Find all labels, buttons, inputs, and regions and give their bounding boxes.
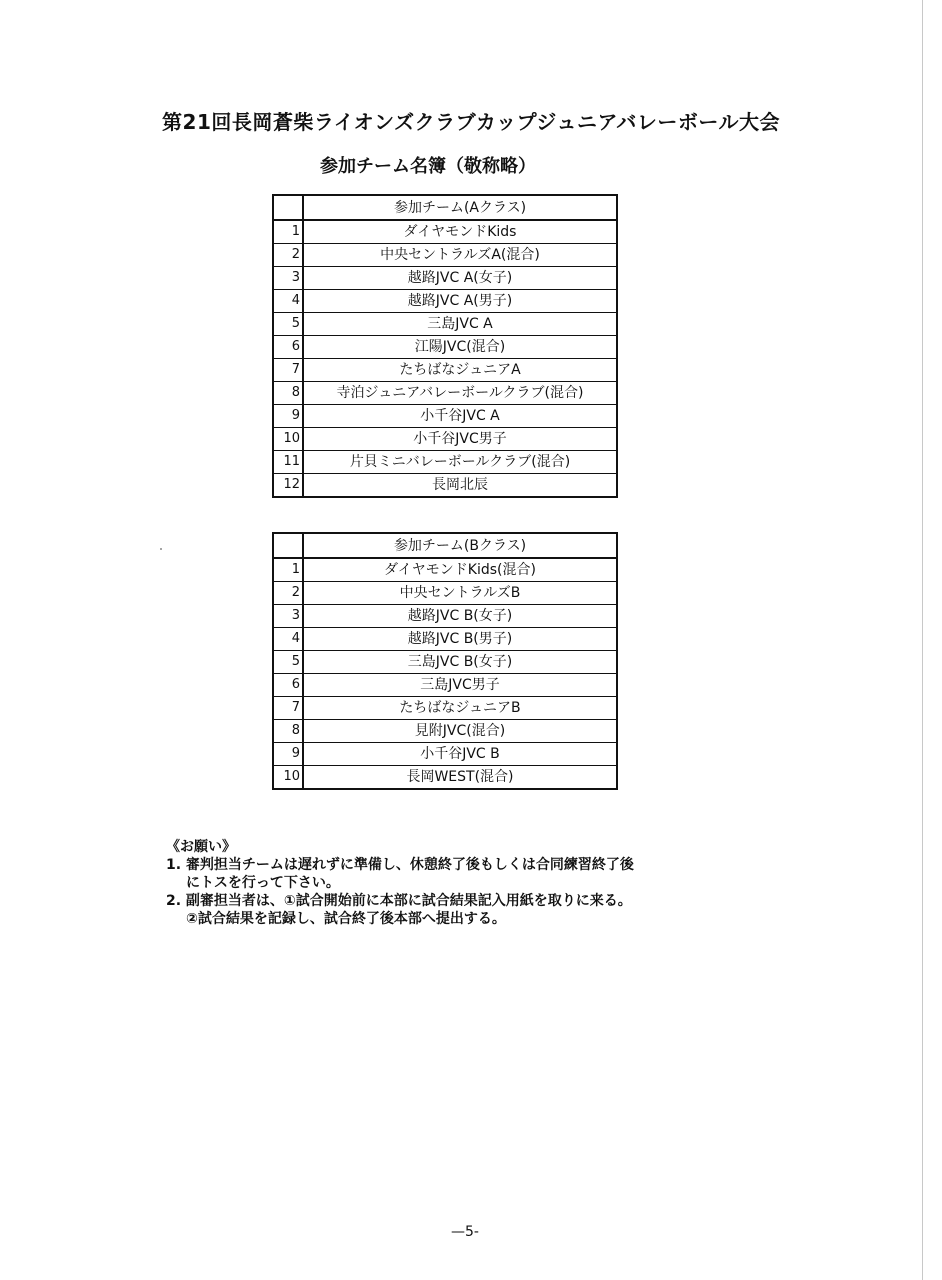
team-row xyxy=(273,244,617,267)
team-name: 越路JVC B(男子) xyxy=(303,628,617,651)
team-row xyxy=(273,605,617,628)
note-line: にトスを行って下さい。 xyxy=(186,875,340,891)
team-row xyxy=(273,428,617,451)
team-name: 三島JVC B(女子) xyxy=(303,651,617,674)
team-number: 3 xyxy=(273,605,303,628)
document-title: 第21回長岡蒼柴ライオンズクラブカップジュニアバレーボール大会 xyxy=(162,110,780,134)
team-number: 2 xyxy=(273,582,303,605)
team-name: 三島JVC A xyxy=(303,313,617,336)
team-name: 三島JVC男子 xyxy=(303,674,617,697)
team-number: 10 xyxy=(273,766,303,790)
team-name: 江陽JVC(混合) xyxy=(303,336,617,359)
team-number: 1 xyxy=(273,220,303,244)
team-number: 6 xyxy=(273,674,303,697)
header-number-cell xyxy=(273,533,303,558)
team-number: 6 xyxy=(273,336,303,359)
team-row xyxy=(273,359,617,382)
team-row xyxy=(273,267,617,290)
team-row xyxy=(273,674,617,697)
team-name: 越路JVC A(女子) xyxy=(303,267,617,290)
notes-heading: 《お願い》 xyxy=(166,839,236,855)
team-name: 小千谷JVC B xyxy=(303,743,617,766)
team-name: 寺泊ジュニアバレーボールクラブ(混合) xyxy=(303,382,617,405)
header-label: 参加チーム(Bクラス) xyxy=(303,533,617,558)
team-number: 4 xyxy=(273,290,303,313)
note-line: 1. 審判担当チームは遅れずに準備し、休憩終了後もしくは合同練習終了後 xyxy=(166,857,634,873)
team-name: 長岡北辰 xyxy=(303,474,617,498)
page-number: —5- xyxy=(451,1224,479,1240)
team-name: ダイヤモンドKids(混合) xyxy=(303,558,617,582)
team-number: 8 xyxy=(273,382,303,405)
header-number-cell xyxy=(273,195,303,220)
team-name: 中央セントラルズB xyxy=(303,582,617,605)
team-name: たちばなジュニアB xyxy=(303,697,617,720)
table-header-row xyxy=(273,195,617,220)
team-row xyxy=(273,220,617,244)
class-a-team-table xyxy=(272,194,618,498)
team-number: 12 xyxy=(273,474,303,498)
team-row xyxy=(273,336,617,359)
document-subtitle: 参加チーム名簿（敬称略） xyxy=(320,156,536,177)
team-number: 4 xyxy=(273,628,303,651)
team-number: 5 xyxy=(273,651,303,674)
team-name: ダイヤモンドKids xyxy=(303,220,617,244)
team-row xyxy=(273,628,617,651)
team-number: 7 xyxy=(273,697,303,720)
team-number: 2 xyxy=(273,244,303,267)
team-row xyxy=(273,766,617,790)
team-number: 9 xyxy=(273,743,303,766)
team-row xyxy=(273,405,617,428)
team-number: 1 xyxy=(273,558,303,582)
scan-speck xyxy=(160,548,162,550)
team-name: 中央セントラルズA(混合) xyxy=(303,244,617,267)
page-edge-line xyxy=(922,0,923,1280)
team-number: 9 xyxy=(273,405,303,428)
note-line: ②試合結果を記録し、試合終了後本部へ提出する。 xyxy=(186,911,506,927)
team-name: たちばなジュニアA xyxy=(303,359,617,382)
team-row xyxy=(273,313,617,336)
team-row xyxy=(273,558,617,582)
team-row xyxy=(273,382,617,405)
team-row xyxy=(273,651,617,674)
team-row xyxy=(273,582,617,605)
note-line: 2. 副審担当者は、①試合開始前に本部に試合結果記入用紙を取りに来る。 xyxy=(166,893,632,909)
team-row xyxy=(273,697,617,720)
team-row xyxy=(273,290,617,313)
team-name: 長岡WEST(混合) xyxy=(303,766,617,790)
team-name: 小千谷JVC A xyxy=(303,405,617,428)
team-number: 10 xyxy=(273,428,303,451)
team-name: 見附JVC(混合) xyxy=(303,720,617,743)
team-row xyxy=(273,743,617,766)
team-row xyxy=(273,474,617,498)
team-number: 5 xyxy=(273,313,303,336)
team-number: 8 xyxy=(273,720,303,743)
team-name: 越路JVC B(女子) xyxy=(303,605,617,628)
team-row xyxy=(273,720,617,743)
class-b-team-table xyxy=(272,532,618,790)
team-name: 越路JVC A(男子) xyxy=(303,290,617,313)
team-number: 3 xyxy=(273,267,303,290)
team-name: 片貝ミニバレーボールクラブ(混合) xyxy=(303,451,617,474)
team-number: 7 xyxy=(273,359,303,382)
team-number: 11 xyxy=(273,451,303,474)
notes-section xyxy=(166,838,786,928)
header-label: 参加チーム(Aクラス) xyxy=(303,195,617,220)
table-header-row xyxy=(273,533,617,558)
team-name: 小千谷JVC男子 xyxy=(303,428,617,451)
team-row xyxy=(273,451,617,474)
